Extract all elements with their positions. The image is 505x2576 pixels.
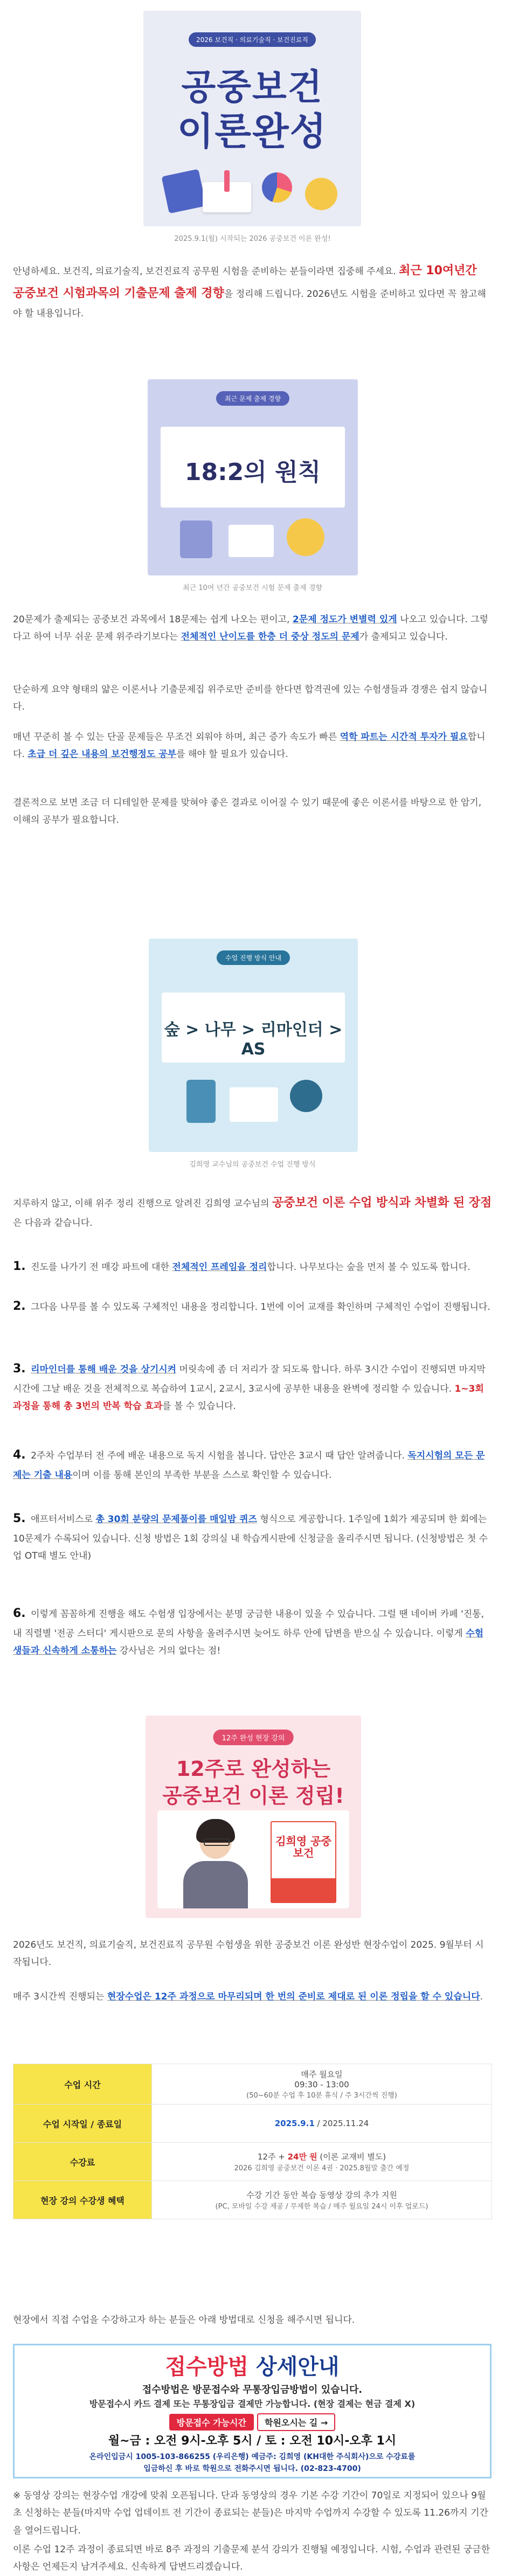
course-paragraph-2 [13, 1988, 492, 2005]
start-date: 2025.9.1 [274, 2119, 315, 2128]
trend-paragraph-3 [13, 728, 492, 763]
footer-note-2: 이론 수업 12주 과정이 종료되면 바로 8주 과정의 기출문제 분석 강의가 진행될 예정입니다. 시험, 수업과 관련된 궁금한 사항은 언제든지 남겨주세요. 신속하게 답변드리겠습니다. [13, 2544, 490, 2573]
s3-intro-a: 지루하지 않고, 이해 위주 정리 진행으로 알려진 김희영 교수님의 [13, 1198, 273, 1209]
course-banner [146, 1716, 361, 1918]
intro-paragraph [13, 260, 492, 322]
row-value-fee [152, 2143, 492, 2181]
hero-title-line1: 공중보건 [181, 66, 323, 108]
benefit-note: (PC, 모바일 수강 제공 / 무제한 복습 / 매주 월요일 24시 이후 업로드) [215, 2203, 428, 2211]
row-label-benefit: 현장 강의 수강생 혜택 [13, 2181, 152, 2219]
course-title-line1: 12주로 완성하는 [176, 1757, 331, 1781]
row-value-benefit [152, 2181, 492, 2219]
row-label-fee: 수강료 [13, 2143, 152, 2181]
s2-text-a: 20문제가 출제되는 공중보건 과목에서 18문제는 쉽게 나오는 편이고, [13, 614, 293, 625]
method-item-3 [13, 1358, 492, 1415]
item-6-number: 6. [13, 1607, 26, 1620]
board-illustration [230, 1087, 278, 1122]
course-info-table [13, 2064, 492, 2219]
s2-highlight-a: 2문제 정도가 변별력 있게 [292, 614, 397, 625]
s3-intro-b: 은 다음과 같습니다. [13, 1217, 93, 1228]
fee-text-b: (이론 교재비 별도) [317, 2152, 386, 2162]
item-4-text-a: 2주차 수업부터 전 주에 배운 내용으로 독지 시험을 봅니다. 답안은 3교시 때 답안 알려줍니다. [27, 1450, 408, 1461]
item-4-text-b: 이며 이를 통해 본인의 부족한 부분을 스스로 확인할 수 있습니다. [72, 1469, 332, 1481]
s2-text-c: 가 출제되고 있습니다. [359, 631, 448, 643]
signup-pill-row [15, 2413, 490, 2431]
time-note: (50~60분 수업 후 10분 휴식 / 주 3시간씩 진행) [246, 2092, 397, 2100]
hero-caption: 2025.9.1(월) 시작되는 2026 공중보건 이론 완성! [174, 235, 331, 243]
table-row [13, 2105, 492, 2143]
method-steps: 숲 > 나무 > 리마인더 > AS [164, 1020, 343, 1059]
fee-amount: 24만 원 [287, 2152, 317, 2162]
hero-title-line2: 이론완성 [177, 109, 328, 154]
visit-hours-badge: 방문접수 가능시간 [169, 2414, 254, 2431]
directions-button[interactable]: 학원오시는 길 → [257, 2413, 335, 2431]
trend-paragraph-1 [13, 611, 492, 646]
instructor-photo [178, 1818, 253, 1908]
trend-tag: 최근 문제 출제 경향 [216, 391, 289, 406]
intro-text-a: 안녕하세요. 보건직, 의료기술직, 보건진료직 공무원 시험을 준비하는 분들이라면 집중해 주세요. [13, 266, 399, 277]
end-date: 2025.11.24 [322, 2119, 369, 2128]
pencil-illustration [224, 170, 230, 192]
item-5-text-a: 애프터서비스로 [27, 1514, 96, 1525]
table-row [13, 2143, 492, 2181]
footer-note-1: ※ 동영상 강의는 현장수업 개강에 맞춰 오픈됩니다. 단과 동영상의 경우 기본 수강 기간이 70일로 지정되어 있으나 9월 초 신청하는 분들(마지막 수업 업데이트 전 기간이 종료되는 분들)은 마지막 수업까지 수강할 수 있도록 11.26까지 기간을 열어드립니다. [13, 2490, 488, 2536]
item-5-number: 5. [13, 1512, 26, 1525]
tree-illustration [186, 1080, 216, 1123]
item-1-highlight: 전체적인 프레임을 정리 [172, 1262, 267, 1273]
signup-banner [13, 2344, 492, 2478]
trend-caption: 최근 10여 년간 공중보건 시험 문제 출제 경향 [183, 584, 322, 592]
hero-tags: 2026 보건직 · 의료기술직 · 보건진료직 [189, 32, 316, 47]
signup-account-line-2: 입금하신 후 바로 학원으로 전화주시면 됩니다. (02-823-4700) [143, 2464, 361, 2473]
method-card [162, 992, 345, 1063]
s2-highlight-b: 전체적인 난이도를 한층 더 중상 정도의 문제 [181, 631, 359, 643]
signup-line-1: 접수방법은 방문접수와 무통장입금방법이 있습니다. [142, 2384, 363, 2396]
item-6-text-b: 강사님은 거의 없다는 점! [116, 1645, 221, 1657]
clipboard-illustration [180, 520, 212, 558]
coin-illustration [305, 178, 337, 210]
course-paragraph-1: 2026년도 보건직, 의료기술직, 보건진료직 공무원 수험생을 위한 공중보건 이론 완성반 현장수업이 2025. 9월부터 시작됩니다. [13, 1940, 484, 1968]
intro-highlight: 최근 10여년간 공중보건 시험과목의 기출문제 출제 경향 [13, 264, 477, 300]
hero-banner [143, 11, 361, 226]
trend-card [161, 427, 345, 508]
textbook-title: 김희영 공중보건 [275, 1835, 331, 1859]
trend-paragraph-2: 단순하게 요약 형태의 얇은 이론서나 기출문제집 위주로만 준비를 한다면 합격권에 있는 수험생들과 경쟁은 쉽지 않습니다. [13, 684, 488, 713]
s2-p3-highlight-b: 초급 더 깊은 내용의 보건행정도 공부 [27, 749, 177, 760]
time-hours: 09:30 - 13:00 [294, 2080, 349, 2089]
signup-line-2: 방문접수시 카드 결제 또는 무통장입금 결제만 가능합니다. (현장 결제는 현금 결제 X) [89, 2399, 416, 2409]
paper-illustration [229, 525, 274, 557]
s2-p3-text-b: 합니다. [13, 732, 486, 760]
time-day: 매주 월요일 [301, 2070, 343, 2079]
method-intro [13, 1192, 492, 1232]
method-caption: 김희영 교수님의 공중보건 수업 진행 방식 [189, 1161, 316, 1169]
pie-chart-illustration [262, 172, 292, 203]
textbook-cover [271, 1821, 336, 1903]
item-5-text-b: 형식으로 게공합니다. 1주일에 1회가 제공되며 한 회에는 10문제가 수록되어 있습니다. 신청 방법은 1회 강의실 내 학습게시판에 신청글을 올리주시면 됩니다. (신청방법은 첫 수업 OT때 별도 안내) [13, 1514, 488, 1562]
table-row [13, 2181, 492, 2219]
benefit-text: 수강 기간 동안 복습 동영상 강의 추가 지원 [246, 2190, 397, 2200]
s4-text-a: 매주 3시간씩 진행되는 [13, 1991, 107, 2002]
item-5-highlight: 총 30회 분량의 문제풀이를 매일밤 퀴즈 [95, 1514, 258, 1525]
method-tag: 수업 진행 방식 안내 [217, 950, 290, 965]
badge-illustration [287, 518, 324, 556]
item-6-text-a: 이렇게 꼼꼼하게 진행을 해도 수험생 입장에서는 분명 궁금한 내용이 있을 수 있습니다. 그럴 땐 네이버 카페 '진통, 내 직렬별 '전공 스터디' 게시판으로 문의 사항을 올려주시면 늦어도 하루 안에 답변을 받으실 수 있습니다. 이렇게 [13, 1609, 485, 1639]
circle-illustration [290, 1080, 322, 1112]
s2-p3-text-a: 매년 꾸준히 볼 수 있는 단골 문제들은 무조건 외워야 하며, 최근 증가 속도가 빠른 [13, 732, 340, 742]
s2-text-b: 나오고 있습니다. 그렇다고 하여 너무 쉬운 문제 위주라기보다는 [13, 614, 489, 643]
method-item-1 [13, 1255, 492, 1278]
item-4-highlight: 독지시험의 모든 문제는 기출 내용 [13, 1450, 485, 1481]
s4-highlight: 현장수업은 12주 과정으로 마무리되며 한 번의 준비로 제대로 된 이론 정립을 할 수 있습니다 [107, 1991, 480, 2002]
date-separator: / [314, 2119, 323, 2128]
fee-text-a: 12주 + [257, 2152, 288, 2162]
item-2-number: 2. [13, 1300, 26, 1313]
s2-p3-highlight-a: 역학 파트는 시간적 투자가 필요 [340, 732, 468, 742]
item-3-text-b: 를 볼 수 있습니다. [162, 1401, 236, 1412]
method-item-5 [13, 1508, 492, 1565]
s4-text-b: . [480, 1991, 483, 2002]
s2-p3-text-c: 를 해야 할 필요가 있습니다. [176, 749, 288, 760]
method-item-2 [13, 1295, 492, 1318]
item-4-number: 4. [13, 1448, 26, 1462]
item-1-number: 1. [13, 1260, 26, 1273]
table-row [13, 2064, 492, 2105]
signup-intro: 현장에서 직접 수업을 수강하고자 하는 분들은 아래 방법대로 신청을 해주시면 됩니다. [13, 2315, 355, 2325]
item-6-highlight: 수험생들과 신속하게 소통하는 [13, 1628, 484, 1657]
signup-title-red: 접수방법 [165, 2355, 249, 2379]
method-banner [149, 939, 358, 1152]
item-3-text-a: 머릿속에 좀 더 저리가 잘 되도록 합니다. 하루 3시간 수업이 진행되면 마지막 시간에 그날 배운 것을 전체적으로 복습하여 1교시, 2교시, 3교시에 공부한 내용을 완벽에 정리할 수 있습니다. [13, 1364, 486, 1394]
item-1-text-a: 진도를 나가기 전 매강 파트에 대한 [27, 1262, 172, 1273]
method-item-4 [13, 1444, 492, 1484]
intro-text-b: 을 정리해 드립니다. 2026년도 시험을 준비하고 있다면 꼭 참고해야 할 내용입니다. [13, 288, 486, 319]
book-illustration [161, 169, 206, 213]
signup-title [15, 2350, 490, 2380]
trend-banner [148, 379, 358, 575]
signup-hours: 월~금 : 오전 9시-오후 5시 / 토 : 오전 10시-오후 1시 [108, 2434, 397, 2448]
item-3-red: 1~3회 과정을 통해 총 3번의 반복 학습 효과 [13, 1383, 484, 1412]
row-label-time: 수업 시간 [13, 2064, 152, 2105]
signup-title-blue: 상세안내 [248, 2355, 340, 2379]
s3-intro-highlight: 공중보건 이론 수업 방식과 차별화 된 장점 [272, 1196, 492, 1210]
course-tag: 12주 완성 현장 강의 [213, 1730, 294, 1745]
course-title-line2: 공중보건 이론 정립! [162, 1784, 344, 1808]
item-3-highlight: 리마인더를 통해 배운 것을 상기시켜 [31, 1364, 177, 1375]
row-value-dates [152, 2105, 492, 2143]
method-item-6 [13, 1602, 492, 1660]
trend-paragraph-4: 결론적으로 보면 조금 더 디테일한 문제를 맞혀야 좋은 결과로 이어질 수 있기 때문에 좋은 이론서를 바탕으로 한 암기, 이해의 공부가 필요합니다. [13, 797, 482, 826]
fee-note: 2026 김희영 공중보건 이론 4권 · 2025.8월말 출간 예정 [234, 2164, 410, 2172]
row-label-dates: 수업 시작일 / 종료일 [13, 2105, 152, 2143]
item-1-text-b: 합니다. 나무보다는 숲을 먼저 볼 수 있도록 합니다. [267, 1262, 471, 1273]
trend-ratio: 18:2의 원칙 [184, 459, 321, 486]
item-2-text: 그다음 나무를 볼 수 있도록 구체적인 내용을 정리합니다. 1번에 이어 교재를 확인하며 구체적인 수업이 진행됩니다. [27, 1302, 490, 1313]
row-value-time [152, 2064, 492, 2105]
item-3-number: 3. [13, 1362, 26, 1376]
signup-account-line-1: 온라인입금시 1005-103-866255 (우리은행) 예금주: 김희영 (KH대한 주식회사)으로 수강료를 [89, 2453, 416, 2461]
